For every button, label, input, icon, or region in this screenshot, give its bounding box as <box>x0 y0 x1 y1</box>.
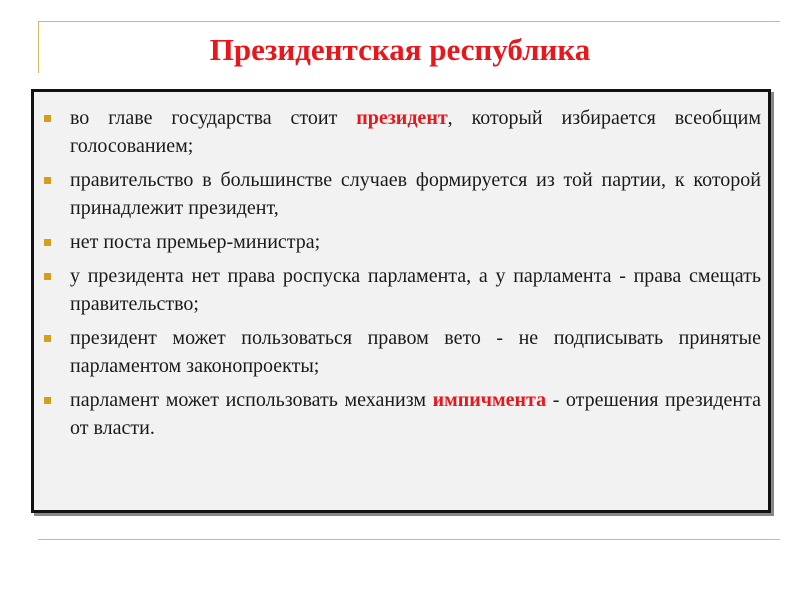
bullet-item-4 <box>34 262 768 318</box>
square-bullet-icon <box>44 239 51 246</box>
slide-title: Президентская республика <box>209 32 591 67</box>
top-rule <box>38 21 780 22</box>
bullet-text: нет поста премьер-министра; <box>70 231 321 253</box>
bullet-text: правительство в большинстве случаев формируется из той партии, к которой принадлежит президент, <box>70 169 761 219</box>
bullet-text-post: , который избирается всеобщим голосованием; <box>70 107 761 157</box>
bullet-text: президент может пользоваться правом вето - не подписывать принятые парламентом законопроекты; <box>70 327 761 377</box>
bullet-item-2 <box>34 166 768 222</box>
bullet-text-pre: во главе государства стоит <box>70 107 357 129</box>
bullet-text-post: - отрешения президента от власти. <box>70 389 761 439</box>
highlight-president: президент <box>356 107 448 129</box>
square-bullet-icon <box>44 273 51 280</box>
square-bullet-icon <box>44 397 51 404</box>
bullet-item-6 <box>34 386 768 442</box>
content-panel <box>31 89 771 513</box>
bottom-rule <box>38 539 780 540</box>
highlight-impeachment: импичмента <box>432 389 547 411</box>
bullet-item-5 <box>34 324 768 380</box>
square-bullet-icon <box>44 335 51 342</box>
bullet-item-1 <box>34 104 768 160</box>
bullet-text-pre: парламент может использовать механизм <box>70 389 433 411</box>
square-bullet-icon <box>44 177 51 184</box>
square-bullet-icon <box>44 115 51 122</box>
bullet-list <box>34 104 768 448</box>
bullet-item-3 <box>34 228 768 256</box>
bullet-text: у президента нет права роспуска парламента, а у парламента - права смещать правительство; <box>70 265 761 315</box>
